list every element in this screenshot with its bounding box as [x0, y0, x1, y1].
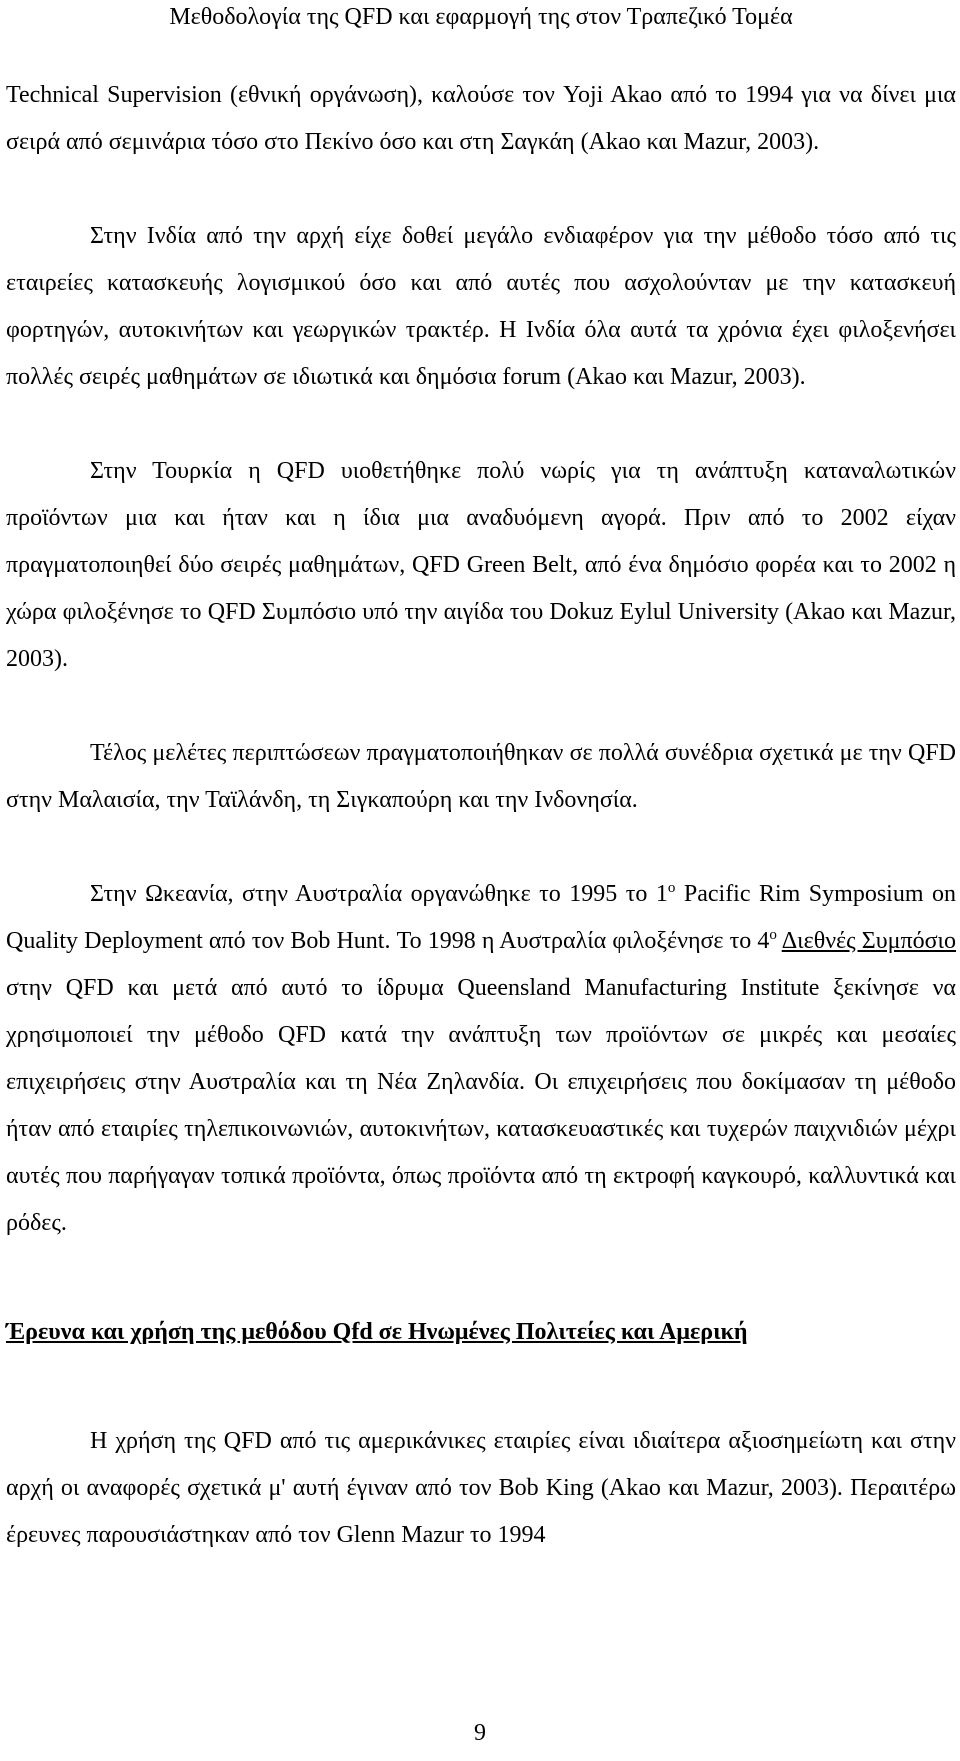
paragraph-spacer: [6, 401, 956, 448]
paragraph-spacer: [6, 824, 956, 871]
paragraph-spacer: [6, 683, 956, 730]
oceania-text-d: στην QFD και μετά από αυτό το ίδρυμα Queensland Manufacturing Institute ξεκίνησε να χρησιμοποιεί την μέθοδο QFD κατά την ανάπτυξη των προϊόντων σε μικρές και μεσαίες επιχειρήσεις στην Αυστραλία και τη Νέα Ζηλανδία. Οι επιχειρήσεις που δοκίμασαν τη μέθοδο ήταν από εταιρίες τηλεπικοινωνιών, αυτοκινήτων, κατασκευαστικές και τυχερών παιχνιδιών μέχρι αυτές που παρήγαγαν τοπικά προϊόντα, όπως προϊόντα από τη εκτροφή καγκουρό, καλλυντικά και ρόδες.: [6, 975, 956, 1236]
document-page: [6, 0, 956, 1559]
ordinal-superscript: ο: [769, 927, 777, 943]
section-title: Έρευνα και χρήση της μεθόδου Qfd σε Ηνωμένες Πολιτείες και Αμερική: [6, 1319, 748, 1345]
ordinal-superscript: ο: [667, 880, 676, 896]
paragraph-china: Technical Supervision (εθνική οργάνωση), καλούσε τον Yoji Akao από το 1994 για να δίνει μια σειρά από σεμινάρια τόσο στο Πεκίνο όσο και στη Σαγκάη (Akao και Mazur, 2003).: [6, 82, 956, 155]
paragraph-oceania: [6, 871, 956, 1247]
section-spacer: [6, 1356, 956, 1418]
paragraph-turkey: Στην Τουρκία η QFD υιοθετήθηκε πολύ νωρίς για τη ανάπτυξη καταναλωτικών προϊόντων μια και ήταν και η ίδια μια αναδυόμενη αγορά. Πριν από το 2002 είχαν πραγματοποιηθεί δύο σειρές μαθημάτων, QFD Green Belt, από ένα δημόσιο φορέα και το 2002 η χώρα φιλοξένησε το QFD Συμπόσιο υπό την αιγίδα του Dokuz Eylul University (Akao και Mazur, 2003).: [6, 458, 956, 672]
paragraph-asia-conferences: Τέλος μελέτες περιπτώσεων πραγματοποιήθηκαν σε πολλά συνέδρια σχετικά με την QFD στην Μαλαισία, την Ταϊλάνδη, τη Σιγκαπούρη και την Ινδονησία.: [6, 740, 956, 813]
section-spacer: [6, 1247, 956, 1309]
paragraph-india: Στην Ινδία από την αρχή είχε δοθεί μεγάλο ενδιαφέρον για την μέθοδο τόσο από τις εταιρείες κατασκευής λογισμικού όσο και από αυτές που ασχολούνταν με την κατασκευή φορτηγών, αυτοκινήτων και γεωργικών τρακτέρ. Η Ινδία όλα αυτά τα χρόνια έχει φιλοξενήσει πολλές σειρές μαθημάτων σε ιδιωτικά και δημόσια forum (Akao και Mazur, 2003).: [6, 223, 956, 390]
paragraph-spacer: [6, 166, 956, 213]
underlined-phrase: Διεθνές Συμπόσιο: [781, 928, 956, 954]
oceania-text-a: Στην Ωκεανία, στην Αυστραλία οργανώθηκε το 1995 το 1: [90, 881, 668, 907]
page-number: 9: [474, 1720, 486, 1746]
paragraph-usa: Η χρήση της QFD από τις αμερικάνικες εταιρίες είναι ιδιαίτερα αξιοσημείωτη και στην αρχή οι αναφορές σχετικά μ' αυτή έγιναν από τον Bob King (Akao και Mazur, 2003). Περαιτέρω έρευνες παρουσιάστηκαν από τον Glenn Mazur το 1994: [6, 1428, 956, 1548]
oceania-text-b: Pacific Rim Symposium on Quality Deployment από τον Bob Hunt. Το 1998 η Αυστραλία φιλοξένησε το 4: [6, 881, 956, 954]
running-header: Μεθοδολογία της QFD και εφαρμογή της στον Τραπεζικό Τομέα: [169, 4, 793, 30]
